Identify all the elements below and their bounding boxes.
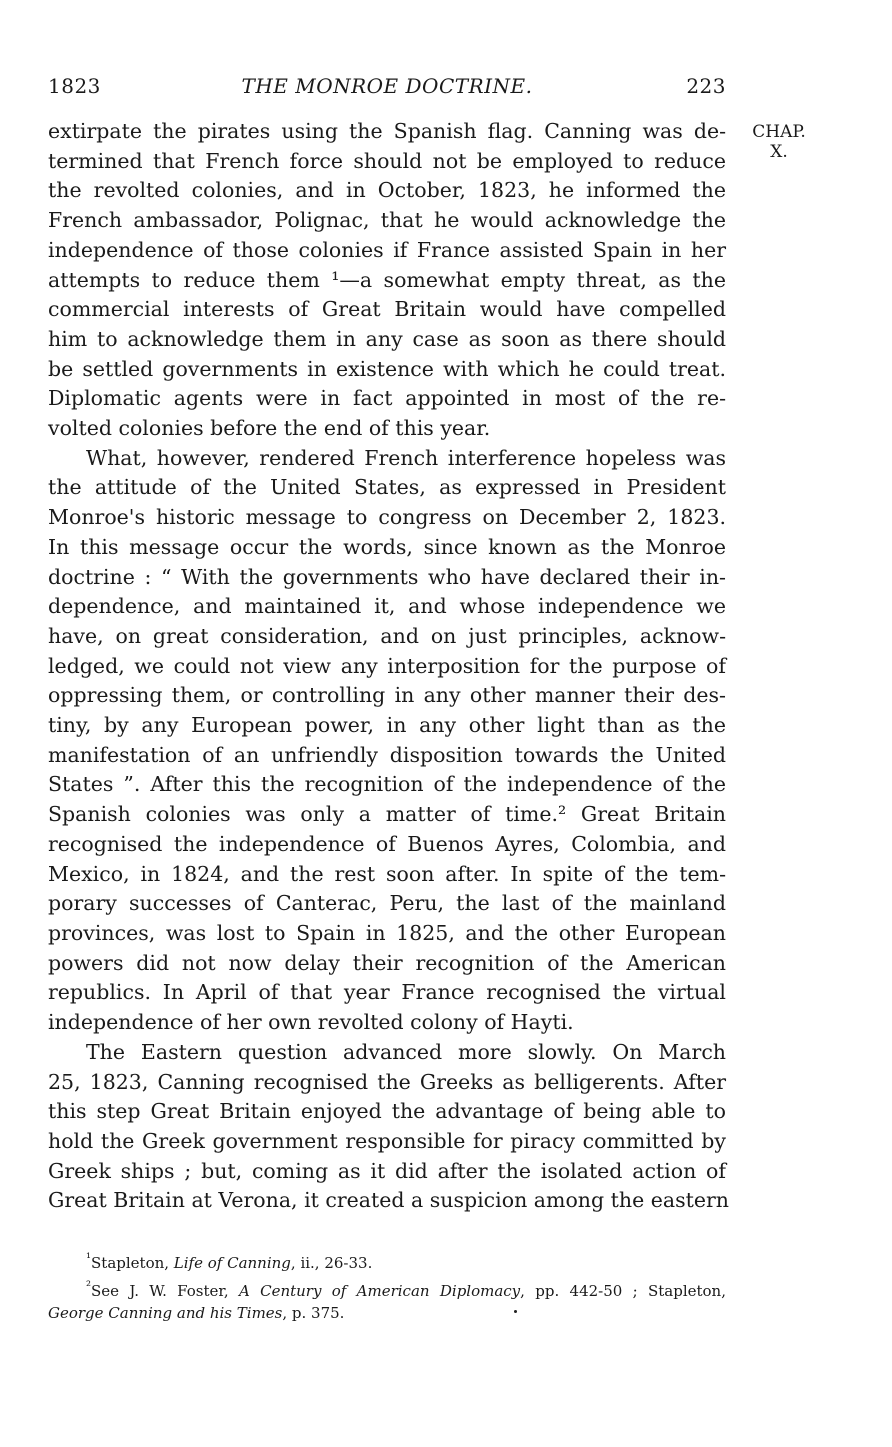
- text-line: attempts to reduce them ¹—a somewhat empty threat, as the: [48, 267, 726, 292]
- footnote-text: , p. 375.: [282, 1304, 345, 1322]
- footnote-marker: ¹: [86, 1250, 92, 1265]
- text-line: the revolted colonies, and in October, 1823, he informed the: [48, 178, 726, 203]
- text-line: independence of her own revolted colony of Hayti.: [48, 1010, 574, 1035]
- chapter-marginal-note: [744, 122, 814, 162]
- footnote-2-continued: [48, 1302, 726, 1325]
- text-line: the attitude of the United States, as expressed in President: [48, 475, 726, 500]
- footnote-text: , ii., 26-33.: [290, 1254, 373, 1272]
- text-line: be settled governments in existence with which he could treat.: [48, 356, 726, 381]
- footnote-title: George Canning and his Times: [48, 1304, 283, 1322]
- text-line: French ambassador, Polignac, that he would acknowledge the: [48, 208, 726, 233]
- text-line: States ”. After this the recognition of the independence of the: [48, 772, 726, 797]
- text-line: Mexico, in 1824, and the rest soon after. In spite of the tem-: [48, 861, 726, 886]
- chapter-label: CHAP.: [752, 122, 806, 142]
- body-text: [48, 117, 729, 1216]
- footnote-2: [48, 1275, 726, 1303]
- footnote-1: [48, 1247, 726, 1275]
- text-line: Monroe's historic message to congress on December 2, 1823.: [48, 505, 726, 530]
- text-line: have, on great consideration, and on just principles, acknow-: [48, 623, 726, 648]
- text-line: commercial interests of Great Britain would have compelled: [48, 297, 726, 322]
- text-line: Greek ships ; but, coming as it did after the isolated action of: [48, 1158, 726, 1183]
- text-line: extirpate the pirates using the Spanish flag. Canning was de-: [48, 119, 726, 143]
- page-number: 223: [686, 74, 726, 98]
- text-line: this step Great Britain enjoyed the advantage of being able to: [48, 1099, 726, 1124]
- text-line: porary successes of Canterac, Peru, the last of the mainland: [48, 891, 726, 916]
- text-line: ledged, we could not view any interposition for the purpose of: [48, 653, 726, 678]
- footnotes: [48, 1247, 726, 1325]
- text-line: What, however, rendered French interference hopeless was: [86, 445, 726, 470]
- text-line: The Eastern question advanced more slowly. On March: [86, 1039, 726, 1064]
- text-line: oppressing them, or controlling in any other manner their des-: [48, 683, 726, 708]
- text-line: him to acknowledge them in any case as soon as there should: [48, 326, 726, 351]
- text-line: Spanish colonies was only a matter of time.² Great Britain: [48, 802, 726, 827]
- text-line: Great Britain at Verona, it created a suspicion among the eastern: [48, 1188, 729, 1213]
- footnote-marker: ²: [86, 1277, 92, 1293]
- text-line: republics. In April of that year France recognised the virtual: [48, 980, 726, 1005]
- text-line: dependence, and maintained it, and whose independence we: [48, 594, 726, 619]
- text-line: termined that French force should not be employed to reduce: [48, 148, 726, 173]
- text-line: 25, 1823, Canning recognised the Greeks as belligerents. After: [48, 1069, 726, 1094]
- footnote-title: A Century of American Diplomacy: [238, 1281, 521, 1300]
- text-line: recognised the independence of Buenos Ayres, Colombia, and: [48, 831, 726, 856]
- footnote-text: See J. W. Foster,: [91, 1281, 239, 1300]
- header-year: 1823: [48, 74, 101, 98]
- stray-mark: [514, 1310, 517, 1313]
- running-header: [48, 74, 726, 100]
- text-line: manifestation of an unfriendly disposition towards the United: [48, 742, 726, 767]
- text-line: hold the Greek government responsible for piracy committed by: [48, 1128, 726, 1153]
- text-line: doctrine : “ With the governments who have declared their in-: [48, 564, 726, 589]
- footnote-title: Life of Canning: [173, 1254, 291, 1272]
- text-line: volted colonies before the end of this year.: [48, 416, 491, 441]
- footnote-text: , pp. 442-50 ; Stapleton,: [520, 1281, 726, 1300]
- text-line: In this message occur the words, since known as the Monroe: [48, 534, 726, 559]
- text-line: provinces, was lost to Spain in 1825, and the other European: [48, 920, 726, 945]
- footnote-text: Stapleton,: [91, 1254, 174, 1272]
- text-line: tiny, by any European power, in any other light than as the: [48, 713, 726, 738]
- header-title: THE MONROE DOCTRINE.: [241, 74, 533, 98]
- chapter-number: X.: [770, 142, 788, 162]
- text-line: independence of those colonies if France assisted Spain in her: [48, 237, 726, 262]
- text-line: powers did not now delay their recognition of the American: [48, 950, 726, 975]
- text-line: Diplomatic agents were in fact appointed in most of the re-: [48, 386, 726, 411]
